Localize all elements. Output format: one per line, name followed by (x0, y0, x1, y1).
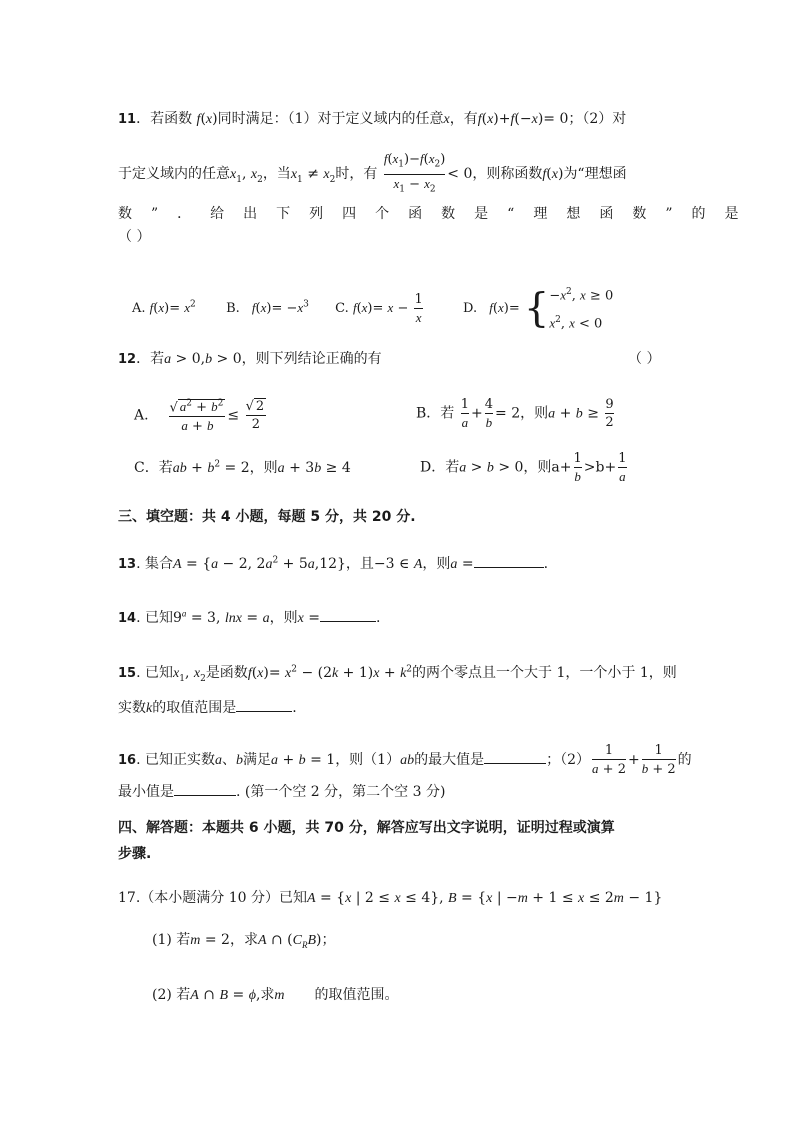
q12-option-d: D．若a > b > 0，则a+ $\frac{1}{b}$ >b+ $\frac{1}{a}$ (420, 451, 627, 484)
q11-line2: 于定义域内的任意$x_1$, $x_2$，当$x_1 \ne x_2$时，有 $\frac{f(x_1)-f(x_2)}{x_1 - x_2}$ < 0，则称函数f(x)为“理想函 (118, 150, 627, 198)
q11-text: ，有 (449, 111, 478, 127)
q16-number: 16 (118, 753, 137, 768)
q16-line1: 16. 已知正实数a、b满足a + b = 1，则（1）ab的最大值是 ；（2） $\frac{1}{a + 2}$ + $\frac{1}{b + 2}$ 的 (118, 743, 692, 777)
q12-answer-paren: （ ） (628, 351, 661, 367)
option-c-label: C. (335, 300, 349, 316)
q11-text: 时，有 (335, 166, 378, 183)
math: f (196, 112, 201, 127)
q14-number: 14 (118, 611, 137, 626)
fraction: $\frac{1}{a}$ (460, 397, 470, 430)
q17-part1: (1) 若m = 2，求A ∩ $(C_RB)$； (152, 932, 336, 950)
q12-number: 12 (118, 352, 137, 367)
section-4-heading: 四、解答题：本题共 6 小题，共 70 分，解答应写出文字说明，证明过程或演算 (118, 820, 615, 836)
fraction: $\frac{1}{a + 2}$ (592, 743, 626, 777)
q17-stem: 17.（本小题满分 10 分）已知A = {x | 2 ≤ x ≤ 4}, B = {x | −m + 1 ≤ x ≤ 2m − 1} (118, 890, 663, 906)
piecewise: $-x^2$, x ≥ 0 $x^2$, x < 0 (549, 287, 614, 332)
fraction: $\frac{1}{x}$ (414, 291, 423, 325)
fraction: $\frac{1}{b}$ (573, 451, 582, 484)
q11-line3 (118, 203, 757, 223)
q13-number: 13 (118, 557, 137, 572)
q12-option-b: B．若 $\frac{1}{a}$ + $\frac{4}{b}$ = 2，则a + b ≥ $\frac{9}{2}$ (416, 397, 614, 430)
answer-blank[interactable] (320, 607, 376, 622)
answer-blank[interactable] (174, 781, 236, 796)
fraction: $\frac{√ 2}{2}$ (245, 399, 265, 433)
fraction: $\frac{9}{2}$ (605, 397, 614, 430)
option-a-label: A. (132, 300, 146, 316)
q15-number: 15 (118, 666, 137, 681)
q13: 13. 集合A = {a − 2, $2a^2 + 5a,12$}，且−3 ∈ A，则a = . (118, 553, 548, 573)
q11-answer-paren: （ ） (118, 229, 151, 245)
option-d-label: D. (463, 300, 478, 316)
q11-text: 于定义域内的任意 (118, 166, 230, 183)
q11-text: 为“理想函 (563, 166, 627, 183)
answer-blank[interactable] (484, 749, 546, 764)
q12-option-c: C．若ab + $b^2 = 2$，则a + 3b ≥ 4 (134, 459, 351, 476)
fraction: $\frac{1}{a}$ (618, 451, 627, 484)
q11-line1: 11．若函数 f(x)同时满足：（1）对于定义域内的任意x，有f(x)+f(−x)= 0；（2）对 (118, 111, 627, 127)
brace-icon: { (523, 285, 550, 332)
q14: 14. 已知$9^a = 3$, lnx = a，则x = . (118, 608, 381, 626)
q16-line2: 最小值是 . (第一个空 2 分，第二个空 3 分) (118, 781, 445, 801)
q11-text: ，则称函数 (472, 166, 543, 183)
section-4-heading-cont: 步骤. (118, 846, 152, 862)
q11-text: ．若函数 (136, 111, 193, 127)
q11-options: A. $f(x)= x^2$ B. $f(x)= -x^3$ C. f(x)= x − $\frac{1}{x}$ D. $f(x)= \{-x^2$, x ≥ 0 $x^2$, x < 0 (132, 280, 613, 337)
fraction: $\frac{f(x_1)-f(x_2)}{x_1 - x_2}$ (384, 150, 445, 198)
q15-line2: 实数k的取值范围是 . (118, 697, 297, 717)
q11-text: 同时满足：（1）对于定义域内的任意 (217, 111, 444, 127)
q11-text: ；（2）对 (568, 111, 627, 127)
fraction: $\frac{1}{b + 2}$ (641, 743, 676, 777)
q12-stem: 12．若a > 0,b > 0，则下列结论正确的有 (118, 351, 382, 367)
q11-number: 11 (118, 112, 137, 127)
answer-blank[interactable] (474, 553, 544, 568)
q17-part2: (2) 若A ∩ B = ϕ,求m 的取值范围。 (152, 987, 399, 1003)
q11-text: ，当 (262, 166, 291, 183)
q15-line1: 15. 已知$x_1$, $x_2$是函数$f(x)= x^2 - (2k + 1)x + k^2$的两个零点且一个大于 1，一个小于 1，则 (118, 664, 677, 684)
answer-blank[interactable] (236, 697, 292, 712)
section-3-heading: 三、填空题：共 4 小题，每题 5 分，共 20 分. (118, 509, 416, 525)
fraction: $\frac{√ a^2 + b^2}{a + b}$ (169, 399, 224, 435)
q12-option-a: A. $\frac{√ a^2 + b^2}{a + b}$ ≤ $\frac{√ 2}{2}$ (134, 396, 268, 435)
option-b-label: B. (226, 300, 240, 316)
fraction: $\frac{4}{b}$ (484, 397, 494, 430)
q11-text: 数”．给出下列四个函数是“理想函数”的是 (118, 206, 758, 222)
